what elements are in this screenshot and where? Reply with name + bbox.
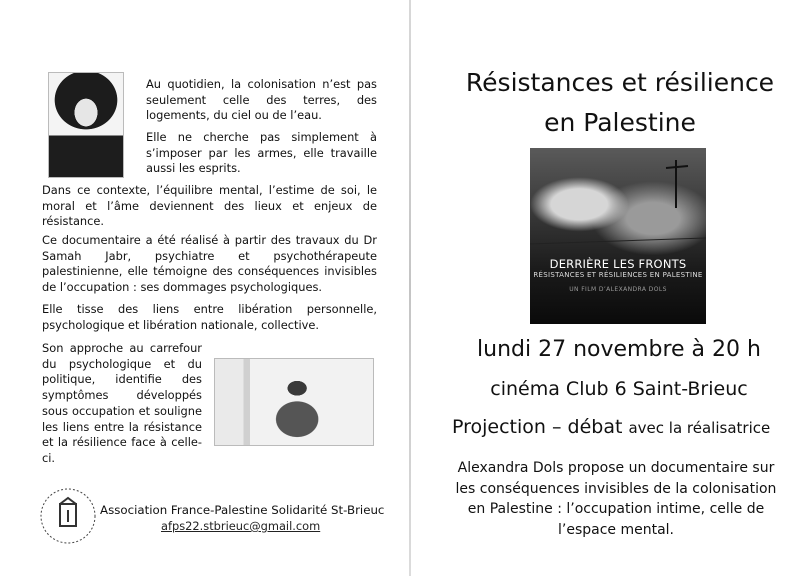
- page-fold: [409, 0, 411, 576]
- event-format: [452, 416, 770, 438]
- poster-title: DERRIÈRE LES FRONTS: [549, 257, 687, 271]
- association-email-link[interactable]: afps22.stbrieuc@gmail.com: [161, 519, 321, 533]
- projection-label: Projection – débat: [452, 416, 623, 438]
- poster-landscape-icon: [530, 148, 706, 324]
- intro-paragraph-2: Elle ne cherche pas simplement à s’imposer par les armes, elle travaille aussi les esprits.: [146, 130, 377, 176]
- projection-suffix: avec la réalisatrice: [628, 419, 771, 437]
- intro-paragraph-1: Au quotidien, la colonisation n’est pas seulement celle des terres, des logements, du ciel ou de l’eau.: [146, 77, 377, 123]
- event-venue: cinéma Club 6 Saint-Brieuc: [490, 378, 748, 400]
- approach-paragraph: Son approche au carrefour du psychologique et du politique, identifie des symptômes développés sous occupation et souligne les liens entre la résistance et la résilience face à celle-ci.: [42, 341, 202, 465]
- doctor-photo: [214, 358, 374, 446]
- context-paragraph: Dans ce contexte, l’équilibre mental, l’estime de soi, le moral et l’âme deviennent des lieux et enjeux de résistance.: [42, 183, 377, 229]
- association-logo-icon: [38, 486, 98, 546]
- liberation-paragraph: Elle tisse des liens entre libération personnelle, psychologique et libération nationale, collective.: [42, 302, 377, 332]
- event-date: lundi 27 novembre à 20 h: [477, 337, 761, 362]
- event-description: Alexandra Dols propose un documentaire sur les conséquences invisibles de la colonisation en Palestine : l’occupation intime, celle de l’espace mental.: [455, 460, 777, 538]
- film-poster: [530, 148, 706, 324]
- portrait-photo: [48, 72, 124, 178]
- event-title-line-1: Résistances et résilience: [465, 68, 775, 97]
- documentary-paragraph: Ce documentaire a été réalisé à partir des travaux du Dr Samah Jabr, psychiatre et psychothérapeute palestinienne, elle témoigne des conséquences invisibles de l’occupation : ses dommages psychologiques.: [42, 233, 377, 295]
- association-name: Association France-Palestine Solidarité St-Brieuc: [100, 503, 385, 517]
- poster-credit: UN FILM D’ALEXANDRA DOLS: [569, 286, 667, 293]
- event-title-line-2: en Palestine: [544, 108, 696, 137]
- poster-subtitle: RÉSISTANCES ET RÉSILIENCES EN PALESTINE: [533, 271, 703, 279]
